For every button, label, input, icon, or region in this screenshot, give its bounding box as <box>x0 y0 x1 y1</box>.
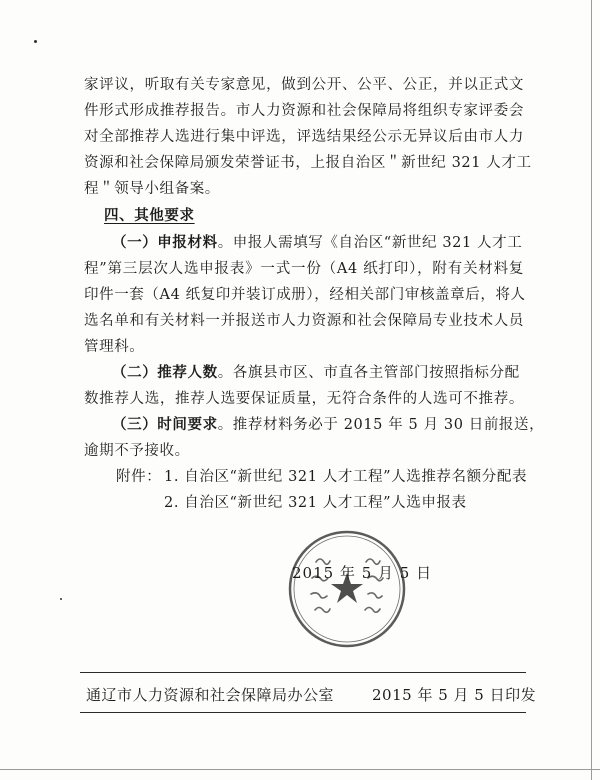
item-line: 选名单和有关材料一并报送市人力资源和社会保障局专业技术人员 <box>84 313 524 329</box>
official-seal <box>286 528 408 650</box>
attachment-item: 1. 自治区“新世纪 321 人才工程”人选推荐名额分配表 <box>164 469 528 485</box>
section-heading: 四、其他要求 <box>104 207 195 224</box>
item-text: 。推荐材料务必于 2015 年 5 月 30 日前报送， <box>217 417 545 433</box>
item-label: （一）申报材料 <box>112 234 218 251</box>
item-line: 印件一套（A4 纸复印并装订成册），经相关部门审核盖章后，将人 <box>84 287 526 303</box>
attachment-item: 2. 自治区“新世纪 321 人才工程”人选申报表 <box>164 495 467 511</box>
paragraph-line: 资源和社会保障局颁发荣誉证书，上报自治区＂新世纪 321 人才工 <box>84 155 532 171</box>
signature-date: 2015 年 5 月 5 日 <box>292 564 433 582</box>
attachments-label: 附件： <box>116 469 162 485</box>
scan-edge-right <box>591 0 592 780</box>
scan-edge-bottom <box>0 769 600 770</box>
item-line <box>112 366 520 381</box>
footer-rule-top <box>80 672 526 673</box>
item-line: 逾期不予接收。 <box>84 443 190 459</box>
item-label: （二）推荐人数 <box>112 364 218 381</box>
footer-rule-bottom <box>80 712 526 713</box>
scan-speck <box>34 40 37 43</box>
paragraph-line: 家评议，听取有关专家意见，做到公开、公平、公正，并以正式文 <box>84 77 524 93</box>
footer-issue-date: 2015 年 5 月 5 日印发 <box>372 686 537 704</box>
paragraph-line: 对全部推荐人选进行集中评选，评选结果经公示无异议后由市人力 <box>84 129 524 145</box>
scan-speck <box>60 598 62 600</box>
item-text: 。各旗县市区、市直各主管部门按照指标分配 <box>217 365 520 381</box>
paragraph-line: 件形式形成推荐报告。市人力资源和社会保障局将组织专家评委会 <box>84 103 524 119</box>
item-line <box>112 236 522 251</box>
item-line <box>112 418 544 433</box>
paragraph-line: 程＂领导小组备案。 <box>84 181 220 197</box>
item-text: 。申报人需填写《自治区“新世纪 321 人才工 <box>217 235 523 251</box>
item-line: 数推荐人选，推荐人选要保证质量，无符合条件的人选可不推荐。 <box>84 391 524 407</box>
item-line: 管理科。 <box>84 339 145 355</box>
item-line: 程”第三层次人选申报表》一式一份（A4 纸打印），附有关材料复 <box>84 261 524 277</box>
footer-issuer: 通辽市人力资源和社会保障局办公室 <box>86 686 335 704</box>
item-label: （三）时间要求 <box>112 416 218 433</box>
